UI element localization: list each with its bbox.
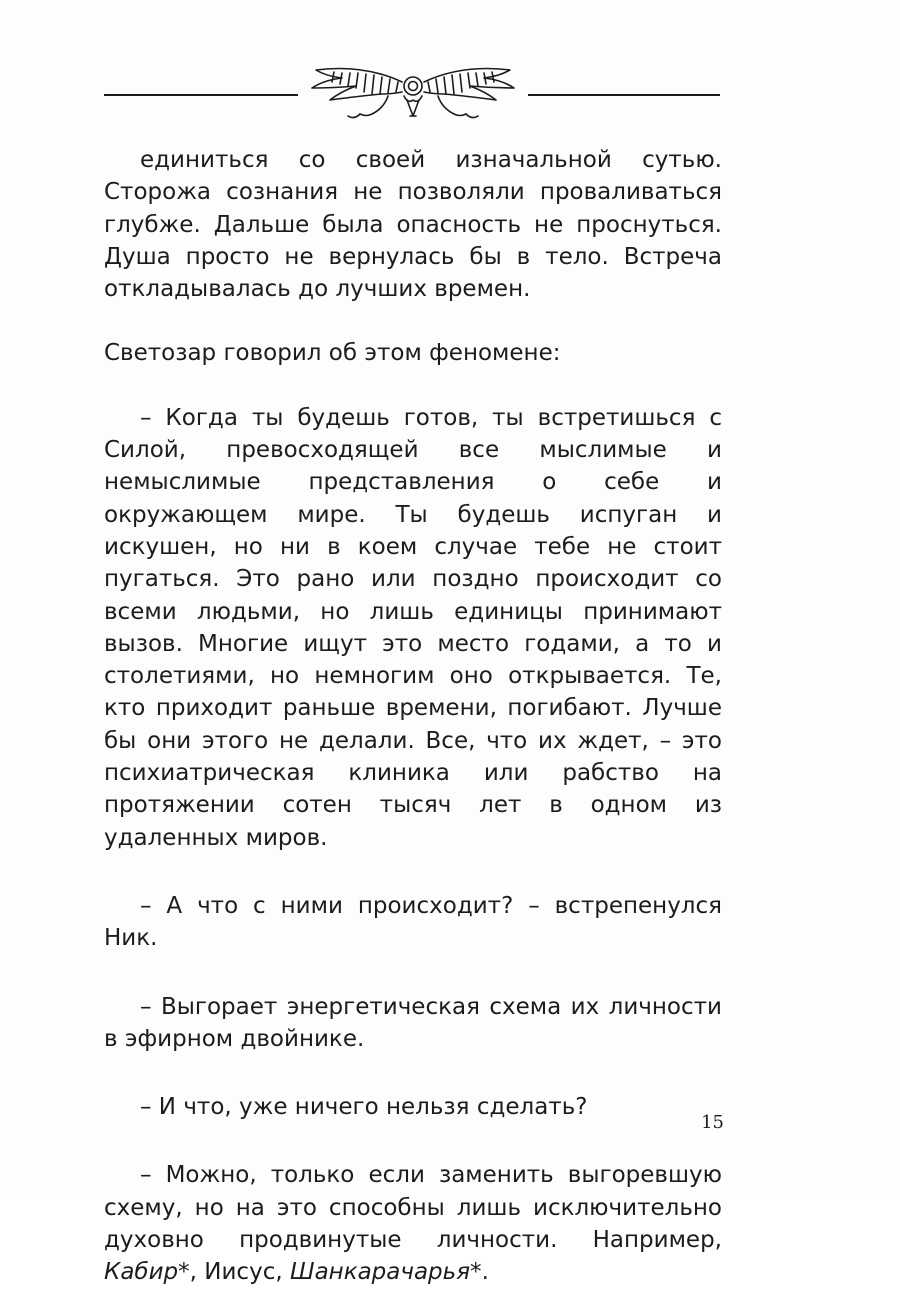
body-text bbox=[104, 144, 722, 1289]
paragraph: – Выгорает энергетическая схема их личности в эфирном двойнике. bbox=[104, 993, 722, 1052]
paragraph-text: – Можно, только если заменить выгоревшую схему, но на это способны лишь исключительно духовно продвинутые личности. Например, bbox=[104, 1162, 722, 1254]
paragraph: – А что с ними происходит? – встрепенулся Ник. bbox=[104, 892, 722, 952]
paragraph-text: , Иисус, bbox=[189, 1259, 290, 1286]
header-ornament bbox=[0, 60, 900, 140]
header-rule-left bbox=[104, 94, 298, 96]
paragraph-last bbox=[104, 1159, 722, 1288]
paragraph-text: . bbox=[481, 1259, 489, 1286]
paragraph: – И что, уже ничего нельзя сделать? bbox=[140, 1094, 588, 1121]
italic-name-kabir: Кабир* bbox=[104, 1259, 190, 1286]
header-rule-right bbox=[528, 94, 720, 96]
page-number: 15 bbox=[701, 1112, 724, 1133]
italic-name-shankaracharya: Шанкарачарья* bbox=[289, 1259, 482, 1286]
paragraph: Светозар говорил об этом феномене: bbox=[104, 340, 561, 367]
paragraph: – Когда ты будешь готов, ты встретишься с Силой, превосходящей все мыслимые и немыслимые представления о себе и окружающем мире. Ты будешь испуган и искушен, но ни в коем случае тебе не стоит пугаться. Это рано или поздно происходит со всеми людьми, но лишь единицы принимают вызов. Многие ищут это место годами, а то и столетиями, но немногим оно открывается. Те, кто приходит раньше времени, погибают. Лучше бы они этого не делали. Все, что их ждет, – это психиатрическая клиника или рабство на протяжении сотен тысяч лет в одном из удаленных миров. bbox=[104, 404, 722, 851]
paragraph: единиться со своей изначальной сутью. Сторожа сознания не позволяли проваливаться глубже. Дальше была опасность не проснуться. Душа просто не вернулась бы в тело. Встреча откладывалась до лучших времен. bbox=[104, 147, 722, 303]
winged-sun-icon bbox=[304, 60, 522, 136]
